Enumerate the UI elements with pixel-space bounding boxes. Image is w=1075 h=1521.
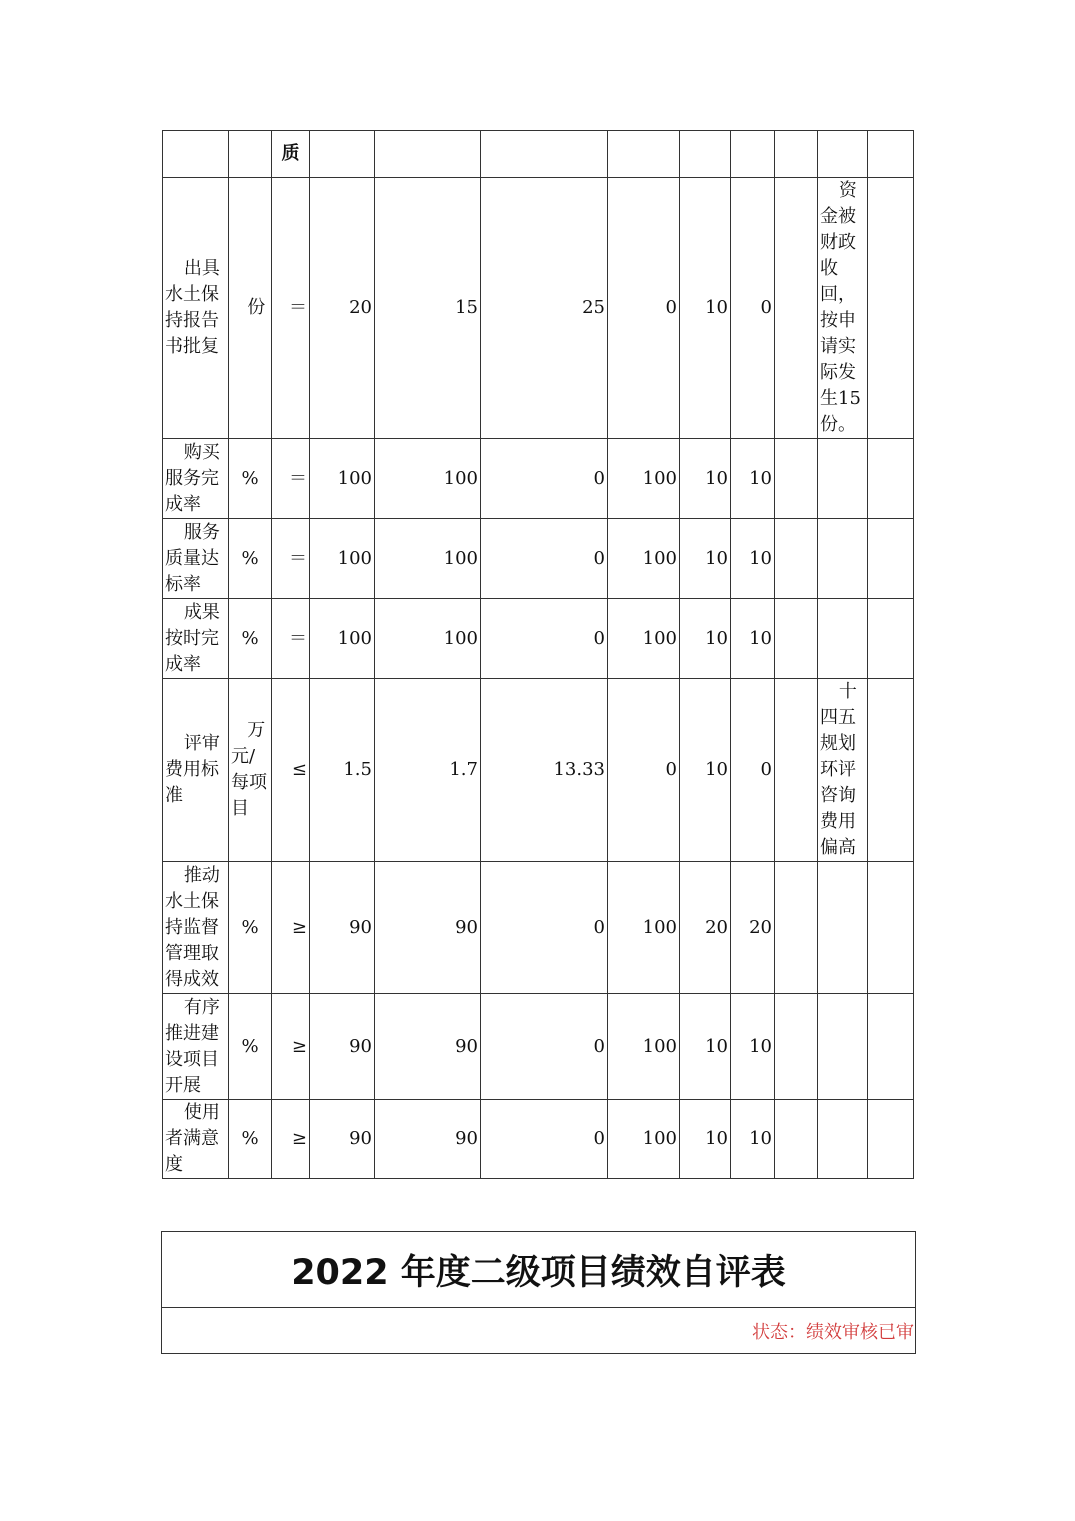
empty-cell bbox=[775, 439, 818, 519]
deviation-note bbox=[818, 1100, 868, 1179]
empty-cell bbox=[775, 519, 818, 599]
indicator-name: 购买服务完成率 bbox=[163, 439, 229, 519]
empty-cell bbox=[775, 131, 818, 178]
score-value: 10 bbox=[731, 1100, 775, 1179]
deviation-value: 0 bbox=[481, 439, 608, 519]
score-value: 0 bbox=[731, 679, 775, 862]
weight-value: 10 bbox=[680, 439, 731, 519]
indicator-unit: % bbox=[229, 1100, 272, 1179]
actual-value: 90 bbox=[375, 994, 481, 1100]
comparison-operator: ≤ bbox=[272, 679, 310, 862]
deviation-value: 0 bbox=[481, 862, 608, 994]
score-value: 20 bbox=[731, 862, 775, 994]
empty-cell bbox=[608, 131, 680, 178]
deviation-value: 0 bbox=[481, 599, 608, 679]
comparison-operator: ≥ bbox=[272, 1100, 310, 1179]
target-value: 100 bbox=[310, 439, 375, 519]
indicator-unit: % bbox=[229, 599, 272, 679]
empty-cell bbox=[868, 519, 914, 599]
target-value: 90 bbox=[310, 1100, 375, 1179]
comparison-operator: ＝ bbox=[272, 599, 310, 679]
weight-value: 10 bbox=[680, 599, 731, 679]
indicator-unit: % bbox=[229, 519, 272, 599]
table-row bbox=[163, 862, 914, 994]
comparison-operator: ＝ bbox=[272, 178, 310, 439]
performance-indicator-table bbox=[162, 130, 914, 1179]
score-value: 10 bbox=[731, 994, 775, 1100]
empty-cell bbox=[818, 131, 868, 178]
empty-cell bbox=[868, 178, 914, 439]
deviation-note: 资金被财政收回，按申请实际发生15份。 bbox=[818, 178, 868, 439]
indicator-unit: % bbox=[229, 439, 272, 519]
empty-cell bbox=[163, 131, 229, 178]
indicator-name: 推动水土保持监督管理取得成效 bbox=[163, 862, 229, 994]
performance-indicator-table-wrapper bbox=[162, 130, 914, 1179]
deviation-note bbox=[818, 862, 868, 994]
comparison-operator: ＝ bbox=[272, 439, 310, 519]
empty-cell bbox=[868, 439, 914, 519]
deviation-value: 0 bbox=[481, 1100, 608, 1179]
actual-value: 15 bbox=[375, 178, 481, 439]
empty-cell bbox=[868, 1100, 914, 1179]
actual-value: 90 bbox=[375, 862, 481, 994]
empty-cell bbox=[868, 994, 914, 1100]
table-header-row bbox=[163, 131, 914, 178]
indicator-unit: % bbox=[229, 862, 272, 994]
weight-value: 10 bbox=[680, 519, 731, 599]
score-rate: 100 bbox=[608, 862, 680, 994]
target-value: 90 bbox=[310, 994, 375, 1100]
weight-value: 10 bbox=[680, 178, 731, 439]
deviation-note bbox=[818, 519, 868, 599]
empty-cell bbox=[775, 862, 818, 994]
table-row bbox=[163, 439, 914, 519]
actual-value: 100 bbox=[375, 519, 481, 599]
score-value: 10 bbox=[731, 519, 775, 599]
deviation-note bbox=[818, 439, 868, 519]
empty-cell bbox=[481, 131, 608, 178]
empty-cell bbox=[775, 1100, 818, 1179]
table-row bbox=[163, 679, 914, 862]
indicator-name: 成果按时完成率 bbox=[163, 599, 229, 679]
score-rate: 100 bbox=[608, 519, 680, 599]
review-status: 状态：绩效审核已审 bbox=[752, 1321, 914, 1343]
actual-value: 100 bbox=[375, 599, 481, 679]
empty-cell bbox=[680, 131, 731, 178]
score-rate: 0 bbox=[608, 679, 680, 862]
actual-value: 90 bbox=[375, 1100, 481, 1179]
actual-value: 100 bbox=[375, 439, 481, 519]
score-value: 10 bbox=[731, 599, 775, 679]
deviation-note bbox=[818, 599, 868, 679]
target-value: 20 bbox=[310, 178, 375, 439]
indicator-name: 评审费用标准 bbox=[163, 679, 229, 862]
comparison-operator: ≥ bbox=[272, 862, 310, 994]
empty-cell bbox=[731, 131, 775, 178]
indicator-name: 服务质量达标率 bbox=[163, 519, 229, 599]
score-rate: 100 bbox=[608, 599, 680, 679]
header-cell-quality: 质 bbox=[272, 131, 310, 178]
empty-cell bbox=[775, 994, 818, 1100]
form-title: 2022 年度二级项目绩效自评表 bbox=[291, 1252, 786, 1293]
deviation-note: 十四五规划环评咨询费用偏高 bbox=[818, 679, 868, 862]
deviation-value: 0 bbox=[481, 994, 608, 1100]
table-row bbox=[163, 178, 914, 439]
form-status-row bbox=[162, 1308, 915, 1353]
table-row bbox=[163, 599, 914, 679]
indicator-unit: 份 bbox=[229, 178, 272, 439]
score-value: 10 bbox=[731, 439, 775, 519]
target-value: 1.5 bbox=[310, 679, 375, 862]
indicator-name: 有序推进建设项目开展 bbox=[163, 994, 229, 1100]
weight-value: 10 bbox=[680, 679, 731, 862]
score-rate: 100 bbox=[608, 439, 680, 519]
empty-cell bbox=[775, 178, 818, 439]
empty-cell bbox=[375, 131, 481, 178]
score-rate: 100 bbox=[608, 994, 680, 1100]
score-rate: 100 bbox=[608, 1100, 680, 1179]
target-value: 100 bbox=[310, 519, 375, 599]
empty-cell bbox=[868, 679, 914, 862]
weight-value: 20 bbox=[680, 862, 731, 994]
comparison-operator: ≥ bbox=[272, 994, 310, 1100]
score-rate: 0 bbox=[608, 178, 680, 439]
indicator-name: 使用者满意度 bbox=[163, 1100, 229, 1179]
indicator-unit: % bbox=[229, 994, 272, 1100]
form-title-row bbox=[162, 1232, 915, 1308]
table-row bbox=[163, 1100, 914, 1179]
table-row bbox=[163, 994, 914, 1100]
empty-cell bbox=[868, 862, 914, 994]
empty-cell bbox=[868, 131, 914, 178]
weight-value: 10 bbox=[680, 1100, 731, 1179]
empty-cell bbox=[775, 599, 818, 679]
actual-value: 1.7 bbox=[375, 679, 481, 862]
empty-cell bbox=[310, 131, 375, 178]
weight-value: 10 bbox=[680, 994, 731, 1100]
score-value: 0 bbox=[731, 178, 775, 439]
target-value: 100 bbox=[310, 599, 375, 679]
empty-cell bbox=[229, 131, 272, 178]
table-row bbox=[163, 519, 914, 599]
indicator-unit: 万元/每项目 bbox=[229, 679, 272, 862]
empty-cell bbox=[868, 599, 914, 679]
target-value: 90 bbox=[310, 862, 375, 994]
deviation-value: 13.33 bbox=[481, 679, 608, 862]
deviation-note bbox=[818, 994, 868, 1100]
self-evaluation-form-header bbox=[161, 1231, 916, 1354]
deviation-value: 25 bbox=[481, 178, 608, 439]
indicator-name: 出具水土保持报告书批复 bbox=[163, 178, 229, 439]
deviation-value: 0 bbox=[481, 519, 608, 599]
empty-cell bbox=[775, 679, 818, 862]
comparison-operator: ＝ bbox=[272, 519, 310, 599]
